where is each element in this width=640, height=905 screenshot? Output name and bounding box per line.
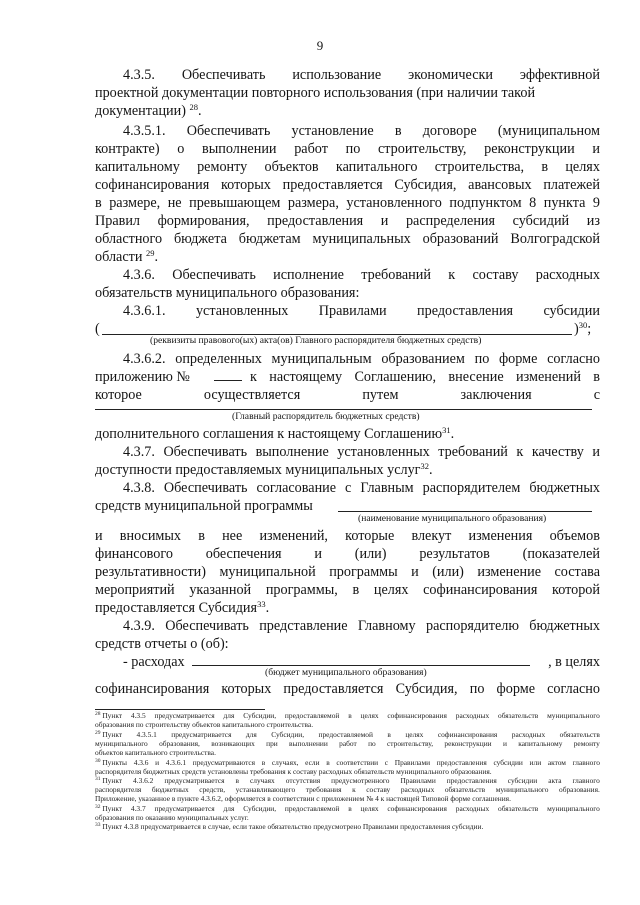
paragraph-4-3-7-line: доступности предоставляемых муниципальных услуг$^{32}$. xyxy=(95,461,433,478)
word: бюджетам xyxy=(238,231,301,247)
word: и xyxy=(95,528,103,544)
word: для xyxy=(245,730,257,739)
word: формирования, xyxy=(157,213,250,229)
word: обязательств xyxy=(559,730,600,739)
word: образования, xyxy=(159,739,200,749)
word: 4.3.6.2. xyxy=(123,351,166,367)
word: (муниципальном xyxy=(497,123,600,139)
word: предоставляется xyxy=(283,681,384,697)
paragraph-4-3-6-line xyxy=(123,266,600,284)
word: в xyxy=(95,195,102,211)
word: бюджетных xyxy=(151,785,189,795)
word: авансовых xyxy=(468,177,532,193)
word: Обеспечивать xyxy=(165,618,249,634)
word: финансового xyxy=(95,546,173,562)
word: случаях, xyxy=(271,758,299,767)
word: Субсидии, xyxy=(271,730,305,739)
footnote-ref-30: 30 xyxy=(578,320,588,330)
word: софинансирования xyxy=(437,730,498,739)
word: с xyxy=(345,480,352,496)
word: результатов xyxy=(419,546,490,562)
word: муниципального xyxy=(547,804,600,813)
appendix-number-blank xyxy=(214,380,242,381)
word: установление xyxy=(291,123,374,139)
word: изменений, xyxy=(259,528,328,544)
word: по xyxy=(474,351,490,367)
word: из xyxy=(586,213,600,229)
word: муниципальной xyxy=(219,564,316,580)
paragraph-4-3-5-1-line xyxy=(95,230,600,248)
word: подпунктом xyxy=(449,195,522,211)
word: Правилами xyxy=(394,758,431,767)
word: результативности) xyxy=(95,564,206,580)
word: строительства, xyxy=(434,159,525,175)
footnote-number: 28 xyxy=(95,711,101,717)
word: $^{29}$ Пункт xyxy=(95,730,123,739)
word: по xyxy=(469,681,485,697)
word: целях xyxy=(373,582,409,598)
word: предоставляемой xyxy=(284,804,340,813)
word: бюджета xyxy=(173,231,227,247)
word: Главным xyxy=(360,480,414,496)
word: средств, xyxy=(199,785,226,795)
fill-in-underline xyxy=(338,511,592,512)
word: мероприятий xyxy=(95,582,175,598)
word: расходных xyxy=(455,711,490,720)
word: целях xyxy=(360,711,379,720)
paragraph-4-3-9-line: средств отчеты о (об): xyxy=(95,636,229,652)
footnote-number: 31 xyxy=(95,776,101,782)
word: выполнении xyxy=(289,739,328,749)
paragraph-4-3-9-line: - расходах xyxy=(123,654,185,670)
word: объемов xyxy=(549,528,600,544)
word: определенных xyxy=(175,351,262,367)
paragraph-4-3-6-1-fill-line: ( xyxy=(95,321,100,337)
word: установленных xyxy=(195,303,289,319)
word: с xyxy=(593,387,600,403)
paragraph-4-3-5-line: документации) $^{28}$. xyxy=(95,102,202,119)
footnote-number: 29 xyxy=(95,730,101,736)
word: соответствии xyxy=(336,758,379,767)
word: муниципального xyxy=(95,739,148,749)
word: предоставляемой xyxy=(284,711,340,720)
word: установленного xyxy=(346,195,442,211)
word: составу xyxy=(366,785,391,795)
word: предоставления xyxy=(436,758,487,767)
word: 4.3.6. xyxy=(123,267,155,283)
footnote-separator xyxy=(95,709,265,710)
word: Правилами xyxy=(400,776,436,785)
paragraph-4-3-5-1-line xyxy=(95,176,600,194)
paragraph-4-3-5-1-line xyxy=(123,122,600,140)
word: Обеспечивать xyxy=(163,480,248,496)
word: к xyxy=(516,444,524,460)
word: Субсидии, xyxy=(243,804,277,813)
word: 4.3.6 xyxy=(133,758,149,767)
word: обязательств xyxy=(444,785,486,795)
word: к xyxy=(352,785,356,795)
word: $^{28}$ Пункт xyxy=(95,711,123,720)
caption-municipal-budget: (бюджет муниципального образования) xyxy=(265,667,427,678)
word: настоящему xyxy=(269,369,343,385)
word: 9 xyxy=(592,195,600,211)
word: 8 xyxy=(529,195,537,211)
word: в xyxy=(348,711,352,720)
fill-in-underline xyxy=(95,409,592,410)
word: в xyxy=(235,776,240,785)
word: распорядителю xyxy=(425,618,519,634)
footnote-29-line: объектов капитального строительства. xyxy=(95,748,216,758)
word: строительству, xyxy=(387,739,434,749)
word: ремонту xyxy=(573,739,600,749)
footnote-30-line: распорядителя бюджетных средств установлены требования к составу расходных обязательств муниципального образования. xyxy=(95,767,492,777)
word: Волгоградской xyxy=(510,231,600,247)
word: в xyxy=(593,369,600,385)
word: по xyxy=(345,141,361,157)
footnote-29-line xyxy=(95,739,600,748)
word: капитального xyxy=(335,159,418,175)
word: Правил xyxy=(95,213,141,229)
word: $^{32}$ Пункт xyxy=(95,804,123,813)
footnote-29-line xyxy=(95,730,600,739)
word: субсидии xyxy=(507,776,538,785)
word: для xyxy=(223,711,235,720)
word: в xyxy=(394,123,402,139)
word: 4.3.7 xyxy=(130,804,146,813)
word: субсидии xyxy=(493,758,523,767)
word: к xyxy=(250,369,257,385)
word: случаях xyxy=(249,776,275,785)
word: целях xyxy=(565,159,600,175)
word: форме xyxy=(496,681,535,697)
word: работ xyxy=(294,141,328,157)
footnote-number: 33 xyxy=(95,822,101,828)
footnote-ref-28: 28 xyxy=(189,102,198,112)
word: по xyxy=(368,739,376,749)
word: составу xyxy=(472,267,519,283)
word: предусматривается xyxy=(164,776,225,785)
word: изменения xyxy=(468,528,533,544)
word: и xyxy=(380,213,389,229)
word: пункта xyxy=(543,195,586,211)
paragraph-4-3-8-line xyxy=(95,581,600,599)
footnote-28-line: образования по строительству объектов капитального строительства. xyxy=(95,720,314,730)
word: субсидии xyxy=(543,303,600,319)
word: предоставляемой xyxy=(318,730,373,739)
word: вносимых xyxy=(119,528,182,544)
word: и xyxy=(155,758,160,767)
word: требования xyxy=(305,785,342,795)
word: предусмотренного xyxy=(331,776,390,785)
word: состава xyxy=(554,564,600,580)
word: Соглашению, xyxy=(354,369,437,385)
word: платежей xyxy=(543,177,600,193)
word: строительству, xyxy=(377,141,467,157)
word: в xyxy=(261,758,266,767)
paragraph-4-3-8-line xyxy=(95,545,600,563)
word: о xyxy=(177,141,185,157)
paragraph-4-3-6-2-line: дополнительного соглашения к настоящему Соглашению$^{31}$. xyxy=(95,425,455,442)
word: превышающем xyxy=(189,195,281,211)
word: размера, xyxy=(287,195,339,211)
word: требований xyxy=(438,444,508,460)
word: нее xyxy=(222,528,243,544)
paragraph-4-3-8-line: средств муниципальной программы xyxy=(95,498,313,514)
word: софинансирования xyxy=(95,177,210,193)
word: согласно xyxy=(547,681,600,697)
word: софинансирования xyxy=(387,804,447,813)
footnote-ref-33: 33 xyxy=(257,599,266,609)
word: которой xyxy=(552,582,600,598)
footnote-ref-32: 32 xyxy=(420,461,429,471)
word: предусматривается xyxy=(154,804,215,813)
word: муниципального xyxy=(495,785,549,795)
word: (показателей xyxy=(522,546,600,562)
word: в xyxy=(348,804,352,813)
word: использование xyxy=(292,67,382,83)
paragraph-4-3-8-line: предоставляется Субсидия$^{33}$. xyxy=(95,599,270,616)
word: Субсидии, xyxy=(243,711,277,720)
paragraph-4-3-6-1-line xyxy=(123,302,600,320)
paragraph-4-3-5-1-line xyxy=(95,194,600,212)
word: реконструкции xyxy=(444,739,492,749)
word: в xyxy=(541,159,549,175)
word: возникающих xyxy=(211,739,255,749)
paragraph-4-3-6-2-line xyxy=(250,368,600,386)
paragraph-4-3-9-line-end: , в целях xyxy=(548,654,600,670)
paragraph-4-3-5-1-line: области $^{29}$. xyxy=(95,248,159,265)
word: не xyxy=(167,195,182,211)
word: качеству xyxy=(531,444,584,460)
word: если xyxy=(305,758,320,767)
word: которое xyxy=(95,387,142,403)
word: 4.3.8. xyxy=(123,480,155,496)
word: $^{31}$ Пункт xyxy=(95,776,123,785)
word: объектов xyxy=(264,159,319,175)
word: предусматриваются xyxy=(192,758,256,767)
word: капитальному xyxy=(518,739,563,749)
footnote-number: 32 xyxy=(95,804,101,810)
word: контракте) xyxy=(95,141,160,157)
caption-municipality-name: (наименование муниципального образования) xyxy=(358,513,547,524)
footnote-31-line: Приложение, указанное в пункте 4.3.6.2, оформляется в соответствии с приложением № 4 к настоящей Типовой форме соглашения. xyxy=(95,794,511,804)
word: распределения xyxy=(405,213,496,229)
word: Обеспечивать xyxy=(181,67,266,83)
word: предоставления xyxy=(267,213,364,229)
word: заключения xyxy=(460,387,532,403)
word: расходных xyxy=(455,804,490,813)
word: изменений xyxy=(515,369,581,385)
word: предусматривается xyxy=(154,711,215,720)
word: муниципальным xyxy=(271,351,372,367)
word: распорядителем xyxy=(422,480,521,496)
paragraph-4-3-5-1-line xyxy=(95,212,600,230)
word: выполнении xyxy=(202,141,277,157)
word: путем xyxy=(362,387,399,403)
word: предусматривается xyxy=(171,730,232,739)
word: которых xyxy=(221,177,271,193)
word: которых xyxy=(221,681,272,697)
word: изменение xyxy=(477,564,542,580)
word: расходных xyxy=(511,730,546,739)
word: исполнение xyxy=(273,267,344,283)
word: бюджетных xyxy=(529,480,600,496)
footnote-28-line xyxy=(95,711,600,720)
paragraph-4-3-6-line: обязательств муниципального образования: xyxy=(95,285,360,301)
word: целях xyxy=(360,804,379,813)
word: 4.3.6.1 xyxy=(165,758,187,767)
word: 4.3.5.1. xyxy=(123,123,166,139)
word: бюджетных xyxy=(529,618,600,634)
word: Главному xyxy=(357,618,416,634)
word: размере, xyxy=(109,195,161,211)
word: 4.3.9. xyxy=(123,618,155,634)
word: софинансирования xyxy=(95,681,210,697)
footnote-31-line xyxy=(95,785,600,794)
word: реконструкции xyxy=(484,141,575,157)
word: программы xyxy=(329,564,398,580)
word: расходных xyxy=(400,785,435,795)
word: и xyxy=(592,444,600,460)
word: софинансирования xyxy=(423,582,538,598)
paragraph-4-3-6-2-line xyxy=(123,350,600,368)
word: 4.3.5.1 xyxy=(136,730,157,739)
word: в xyxy=(387,730,391,739)
paragraph-4-3-8-line xyxy=(123,479,600,497)
word: или xyxy=(529,758,542,767)
word: эффективной xyxy=(519,67,600,83)
paragraph-4-3-9-line xyxy=(123,617,600,635)
word: (или) xyxy=(432,564,464,580)
word: 4.3.5. xyxy=(123,67,155,83)
word: форме xyxy=(498,351,538,367)
word: отсутствия xyxy=(285,776,321,785)
word: Субсидия, xyxy=(394,177,457,193)
word: в xyxy=(352,582,360,598)
word: указанной xyxy=(189,582,252,598)
paragraph-4-3-6-2-line: приложению № xyxy=(95,369,190,385)
paragraph-4-3-8-line xyxy=(95,527,600,545)
word: предоставляется xyxy=(282,177,383,193)
word: целях xyxy=(405,730,424,739)
caption-budget-distributor: (Главный распорядитель бюджетных средств) xyxy=(232,411,420,422)
word: муниципальных xyxy=(312,231,411,247)
word: 4.3.7. xyxy=(123,444,155,460)
word: для xyxy=(223,804,235,813)
word: (или) xyxy=(354,546,387,562)
word: главного xyxy=(572,758,600,767)
word: выполнение xyxy=(255,444,329,460)
word: внесение xyxy=(448,369,504,385)
footnote-33-line: $^{33}$ Пункт 4.3.8 предусматривается в случае, если такое обязательство предусмотрено Правилами предоставления субсидии. xyxy=(95,822,484,831)
word: которые xyxy=(345,528,395,544)
footnote-ref-29: 29 xyxy=(145,248,155,258)
word: устанавливающего xyxy=(235,785,296,795)
word: осуществляется xyxy=(203,387,301,403)
word: предоставления xyxy=(446,776,497,785)
word: образований xyxy=(422,231,499,247)
word: главного xyxy=(572,776,600,785)
paragraph-4-3-6-2-line xyxy=(95,386,600,404)
word: Субсидия, xyxy=(395,681,458,697)
word: требований xyxy=(361,267,431,283)
word: обязательств xyxy=(498,711,539,720)
word: установленных xyxy=(337,444,430,460)
word: Обеспечивать xyxy=(163,444,248,460)
footnote-number: 30 xyxy=(95,758,101,764)
word: 4.3.6.1. xyxy=(123,303,166,319)
footnote-32-line xyxy=(95,804,600,813)
word: влекут xyxy=(411,528,452,544)
word: 4.3.5 xyxy=(130,711,146,720)
word: распорядителя xyxy=(95,785,142,795)
word: и xyxy=(502,739,507,749)
word: Правилами xyxy=(318,303,387,319)
page-number: 9 xyxy=(316,38,324,53)
word: к xyxy=(448,267,456,283)
word: обязательств xyxy=(498,804,539,813)
footnote-30-line xyxy=(95,758,600,767)
paragraph-4-3-7-line xyxy=(123,443,600,461)
word: и xyxy=(411,564,419,580)
word: муниципального xyxy=(547,711,600,720)
word: и xyxy=(592,141,600,157)
word: согласование xyxy=(256,480,337,496)
paragraph-4-3-5-1-line xyxy=(95,158,600,176)
word: Обеспечивать xyxy=(172,267,256,283)
word: экономически xyxy=(408,67,493,83)
paragraph-4-3-5-1-line xyxy=(95,140,600,158)
fill-in-underline xyxy=(192,665,530,666)
word: образования. xyxy=(559,785,600,795)
word: субсидий xyxy=(512,213,570,229)
word: работ xyxy=(339,739,357,749)
word: обеспечения xyxy=(205,546,282,562)
paragraph-4-3-9-line xyxy=(95,680,600,698)
word: согласно xyxy=(547,351,600,367)
word: софинансирования xyxy=(387,711,447,720)
word: 4.3.6.2 xyxy=(133,776,154,785)
word: в xyxy=(326,758,330,767)
caption-legal-act-details: (реквизиты правового(ых) акта(ов) Главного распорядителя бюджетных средств) xyxy=(150,335,482,346)
word: договоре xyxy=(422,123,477,139)
word: с xyxy=(384,758,389,767)
word: программы, xyxy=(265,582,338,598)
footnote-ref-31: 31 xyxy=(442,425,451,435)
paragraph-4-3-5-line: проектной документации повторного использования (при наличии такой xyxy=(95,85,536,101)
footnote-32-line: образования по оказанию муниципальных услуг. xyxy=(95,813,249,823)
word: при xyxy=(266,739,278,749)
word: представление xyxy=(259,618,348,634)
word: ремонту xyxy=(197,159,248,175)
word: расходных xyxy=(535,267,600,283)
word: и xyxy=(314,546,322,562)
word: в xyxy=(198,528,205,544)
word: областного xyxy=(95,231,163,247)
word: капитальному xyxy=(95,159,180,175)
word: акта xyxy=(548,776,562,785)
word: образованием xyxy=(381,351,465,367)
word: $^{30}$ Пункты xyxy=(95,758,128,767)
word: актом xyxy=(547,758,566,767)
word: предоставления xyxy=(417,303,514,319)
paragraph-4-3-5-line xyxy=(123,66,600,84)
paragraph-4-3-8-line xyxy=(95,563,600,581)
paragraph-4-3-6-1-close: )$^{30}$; xyxy=(574,320,592,337)
footnote-31-line xyxy=(95,776,600,785)
word: Обеспечивать xyxy=(186,123,271,139)
